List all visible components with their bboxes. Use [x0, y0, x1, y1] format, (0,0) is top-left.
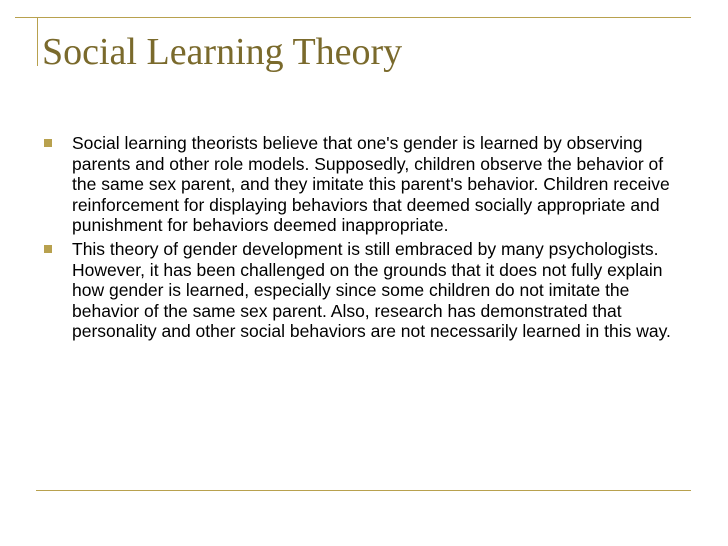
square-bullet-icon [44, 245, 52, 253]
top-vertical-rule [37, 17, 38, 66]
bullet-item [42, 239, 682, 342]
bullet-text: Social learning theorists believe that one's gender is learned by observing parents and other role models. Supposedly, children observe the behavior of the same sex parent, and they imitate this parent's behavior. Children receive reinforcement for displaying behaviors that deemed socially appropriate and punishment for behaviors deemed inappropriate. [72, 133, 670, 236]
bullet-text: This theory of gender development is still embraced by many psychologists. However, it has been challenged on the grounds that it does not fully explain how gender is learned, especially since some children do not imitate the behavior of the same sex parent. Also, research has demonstrated that personality and other social behaviors are not necessarily learned in this way. [72, 238, 671, 342]
slide-title: Social Learning Theory [42, 31, 403, 73]
square-bullet-icon [44, 139, 52, 147]
top-horizontal-rule [15, 17, 691, 18]
bottom-rule [36, 490, 691, 491]
bullet-item [42, 133, 682, 236]
bullet-list [42, 133, 682, 345]
